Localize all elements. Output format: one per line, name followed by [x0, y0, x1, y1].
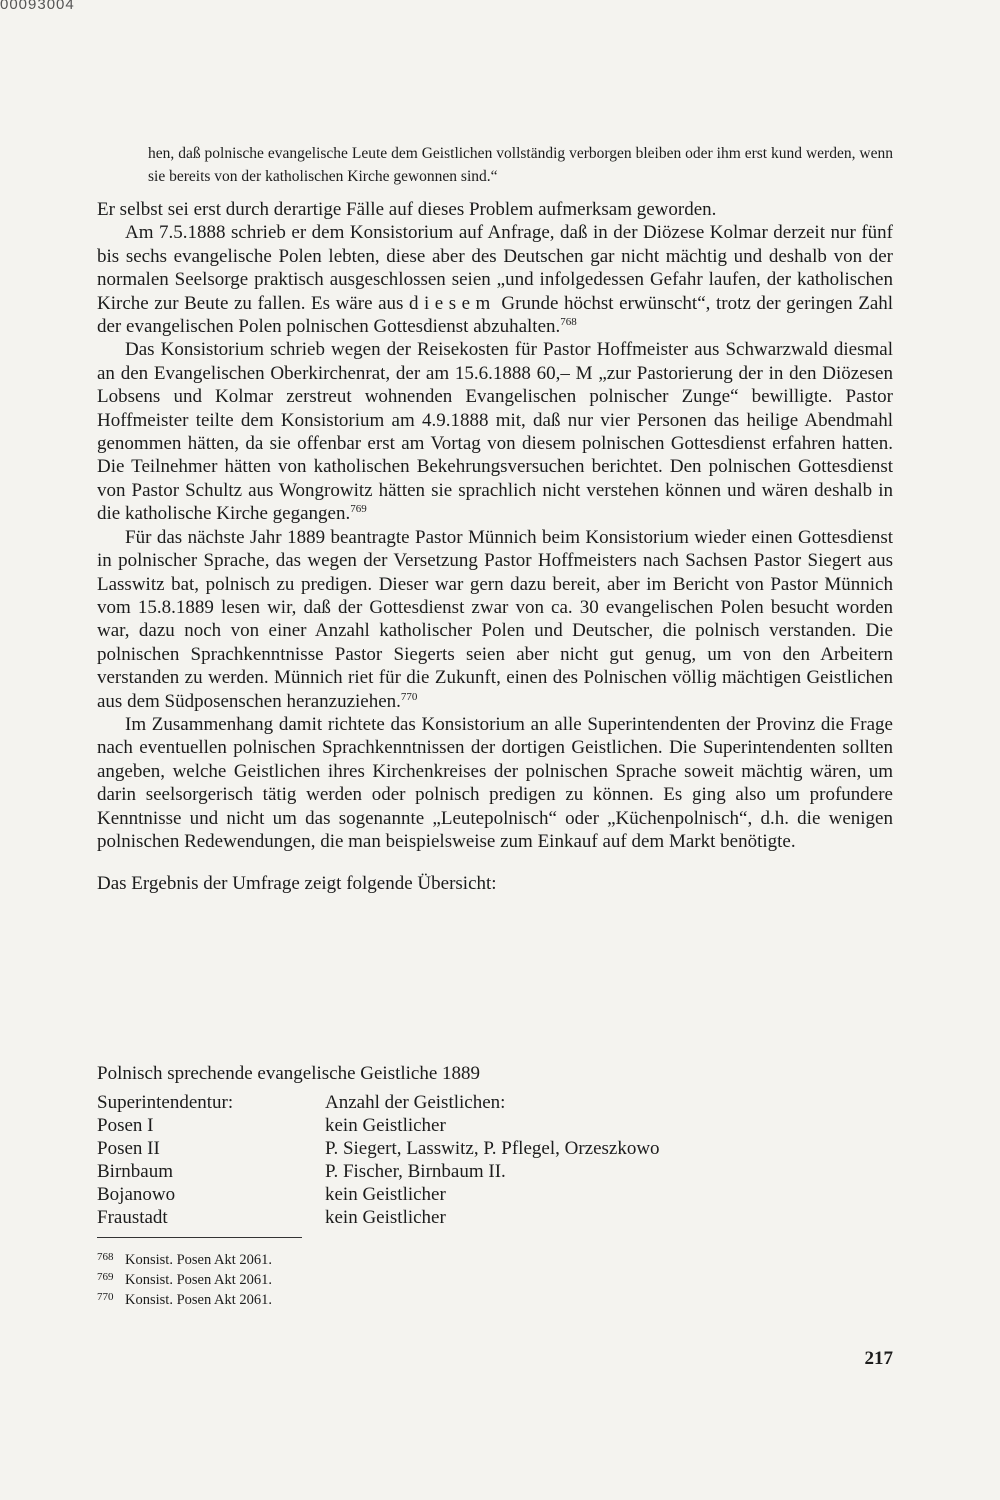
paragraph-text: Im Zusammenhang damit richtete das Konsistorium an alle Superintendenten der Provinz die Frage nach eventuellen polnischen Sprachkenntnissen der dortigen Geistlichen. Die Superintendenten sollten angeben, welche Geistlichen ihres Kirchenkreises der polnischen Sprache soweit mächtig wären, um darin seelsorgerisch tätig werden oder polnisch predigen zu können. Es ging also um profundere Kenntnisse und nicht um das sogenannte „Leutepolnisch“ oder „Küchenpolnisch“, d.h. die wenigen polnischen Redewendungen, die man beispielsweise zum Einkauf auf dem Markt benötigte. [97, 713, 893, 852]
footnote-text: Konsist. Posen Akt 2061. [125, 1252, 273, 1268]
paragraph-text-pre: Am 7.5.1888 schrieb er dem Konsistorium auf Anfrage, daß in der Diözese Kolmar derzeit nur fünf bis sechs evangelische Polen lebten, diese aber des Deutschen gar nicht mächtig und deshalb von der normalen Seelsorge praktisch ausgeschlossen seien „und infolgedessen Gefahr laufen, der katholischen Kirche zur Beute zu fallen. Es wäre aus [97, 222, 893, 314]
footnote [97, 1270, 597, 1290]
table-cell: Birnbaum [97, 1161, 173, 1182]
table-cell: kein Geistlicher [325, 1207, 446, 1228]
header-superintendentur: Superintendentur: [97, 1092, 234, 1113]
paragraph-text: Das Konsistorium schrieb wegen der Reisekosten für Pastor Hoffmeister aus Schwarzwald diesmal an den Evangelischen Oberkirchenrat, der am 15.6.1888 60,– M „zur Pastorierung der in den Diözesen Lobsens und Kolmar zerstreut wohnenden Evangelischen polnischer Zunge“ bewilligte. Pastor Hoffmeister teilte dem Konsistorium am 4.9.1888 mit, daß nur vier Personen das heilige Abendmahl genommen hätten, da sie offenbar erst am Vortag von diesem polnischen Gottesdienst erfahren hatten. Die Teilnehmer hätten von katholischen Bekehrungsversuchen berichtet. Den polnischen Gottesdienst von Pastor Schultz aus Wongrowitz hätten sie sprachlich nicht verstehen können und wären deshalb in die katholische Kirche gegangen. [97, 339, 893, 525]
footnote-ref-769: 769 [350, 503, 367, 516]
table-row [97, 1160, 893, 1183]
paragraph-1 [97, 198, 893, 221]
paragraph-text: Für das nächste Jahr 1889 beantragte Pastor Münnich beim Konsistorium wieder einen Gottesdienst in polnischer Sprache, das wegen der Versetzung Pastor Hoffmeisters nach Sachsen Pastor Siegert aus Lasswitz bat, polnisch zu predigen. Dieser war gern dazu bereit, aber im Bericht von Pastor Münnich vom 15.8.1889 lesen wir, daß der Gottesdienst zwar von ca. 30 evangelischen Polen besucht worden war, dazu noch von einer Anzahl katholischer Polen und Deutscher, die polnisch verstanden. Die polnischen Sprachkenntnisse Pastor Siegerts seien aber nicht gut genug, um von den Arbeitern verstanden zu werden. Münnich riet für die Zukunft, einen des Polnischen völlig mächtigen Geistlichen aus dem Südposenschen heranzuziehen. [97, 526, 893, 712]
table-header [97, 1091, 893, 1114]
table-row [97, 1206, 893, 1229]
footnote-ref-768: 768 [560, 316, 577, 329]
clergy-table [97, 1062, 893, 1229]
footnote-divider [97, 1237, 302, 1238]
table-row [97, 1114, 893, 1137]
paragraph-text-post: Grunde höchst erwünscht“, trotz der geringen Zahl der evangelischen Polen polnischen Gottesdienst abzuhalten. [97, 292, 894, 338]
paragraph-5 [97, 713, 893, 853]
table-cell: Posen I [97, 1115, 154, 1136]
footnotes [97, 1250, 597, 1310]
footnote-text: Konsist. Posen Akt 2061. [125, 1272, 273, 1288]
footnote-number: 770 [97, 1291, 114, 1303]
footnote [97, 1250, 597, 1270]
paragraph-4 [97, 526, 893, 713]
table-row [97, 1183, 893, 1206]
footnote-number: 769 [97, 1271, 114, 1283]
table-cell: P. Fischer, Birnbaum II. [325, 1161, 506, 1182]
footnote-number: 768 [97, 1251, 114, 1263]
page-identifier: 00093004 [0, 0, 75, 13]
table-cell: Fraustadt [97, 1207, 168, 1228]
block-quote: hen, daß polnische evangelische Leute dem Geistlichen vollständig verborgen bleiben oder ihm erst kund werden, wenn sie bereits von der katholischen Kirche gewonnen sind.“ [148, 145, 893, 185]
table-caption: Polnisch sprechende evangelische Geistliche 1889 [97, 1063, 481, 1084]
paragraph-text: Das Ergebnis der Umfrage zeigt folgende Übersicht: [97, 873, 497, 895]
header-anzahl: Anzahl der Geistlichen: [325, 1092, 506, 1113]
paragraph-3 [97, 338, 893, 525]
page-number: 217 [864, 1348, 893, 1369]
footnote-text: Konsist. Posen Akt 2061. [125, 1292, 273, 1308]
paragraph-2 [97, 221, 893, 338]
main-text [97, 198, 893, 896]
table-cell: kein Geistlicher [325, 1184, 446, 1205]
table-cell: Bojanowo [97, 1184, 176, 1205]
footnote-ref-770: 770 [400, 690, 418, 703]
footnote [97, 1290, 597, 1310]
table-row [97, 1137, 893, 1160]
table-cell: P. Siegert, Lasswitz, P. Pflegel, Orzeszkowo [325, 1138, 660, 1159]
emphasized-word: diesem [409, 292, 496, 314]
paragraph-text: Er selbst sei erst durch derartige Fälle auf dieses Problem aufmerksam geworden. [97, 199, 717, 220]
table-cell: kein Geistlicher [325, 1115, 446, 1136]
paragraph-6 [97, 872, 893, 895]
table-cell: Posen II [97, 1138, 160, 1159]
